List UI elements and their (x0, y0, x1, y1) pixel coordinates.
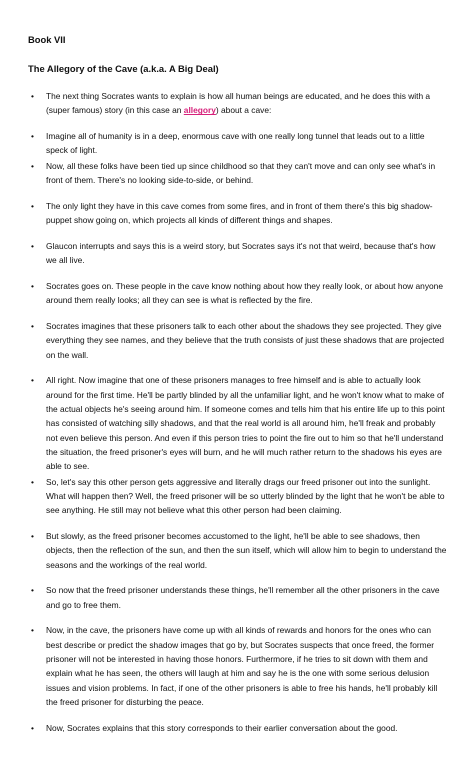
list-item (28, 373, 448, 473)
list-item (28, 319, 448, 362)
item-text: Socrates goes on. These people in the cave know nothing about how they really look, or about how anyone around them really looks; all they can see is what is reflected by the fire. (46, 280, 443, 306)
bullet-icon: • (31, 280, 34, 291)
list-item (28, 583, 448, 612)
bullet-icon: • (31, 530, 34, 541)
item-text: But slowly, as the freed prisoner becomes accustomed to the light, he'll be able to see shadows, then objects, then the reflection of the sun, and then the sun itself, which will allow him to begin to understand the seasons and the workings of the real world. (46, 530, 447, 570)
bullet-icon: • (31, 625, 34, 636)
list-item (28, 199, 448, 228)
list-item (28, 475, 448, 518)
item-text: Now, in the cave, the prisoners have come up with all kinds of rewards and honors for the ones who can best describe or predict the shadow images that go by, but Socrates suspects that once freed, the former prisoner will not be interested in having those honors. Furthermore, if he tries to sit down with them and explain what he has seen, the others will laugh at him and say he is the one with some serious delusion issues and vision problems. In fact, if one of the other prisoners is able to free his hands, he'll probably kill the freed prisoner for disturbing the peace. (46, 625, 438, 707)
list-item (28, 129, 448, 158)
section-title: The Allegory of the Cave (a.k.a. A Big Deal) (28, 63, 219, 74)
bullet-icon: • (31, 476, 34, 487)
list-item (28, 279, 448, 308)
item-text: The only light they have in this cave comes from some fires, and in front of them there's this big shadow-puppet show going on, which projects all kinds of different things and shapes. (46, 200, 433, 226)
bullet-icon: • (31, 375, 34, 386)
item-text: Now, all these folks have been tied up since childhood so that they can't move and can only see what's in front of them. There's no looking side-to-side, or behind. (46, 160, 436, 185)
item-text: Socrates imagines that these prisoners talk to each other about the shadows they see projected. They give everything they see names, and they believe that the truth consists of just these shadows that are projected on the wall. (46, 321, 445, 360)
item-text: So, let's say this other person gets aggressive and literally drags our freed prisoner out into the sunlight. What will happen then? Well, the freed prisoner will be so utterly blinded by the light that he won't be able to see anything. He still may not believe what this other person had been claiming. (46, 476, 445, 516)
item-text-after-link: ) about a cave: (215, 105, 272, 116)
bullet-icon: • (31, 160, 34, 171)
bullet-icon: • (31, 321, 34, 332)
list-item (28, 159, 448, 188)
bullet-icon: • (31, 722, 34, 733)
bullet-icon: • (31, 91, 34, 101)
item-text: Glaucon interrupts and says this is a weird story, but Socrates says it's not that weird, because that's how we all live. (46, 240, 436, 266)
bullet-icon: • (31, 585, 34, 596)
item-text: So now that the freed prisoner understands these things, he'll remember all the other prisoners in the cave and go to free them. (46, 585, 440, 610)
bullet-icon: • (31, 200, 34, 211)
item-text-before-link: The next thing Socrates wants to explain is how all human beings are educated, and he does this with a (super famous) story (in this case an (46, 91, 431, 116)
item-text: Now, Socrates explains that this story corresponds to their earlier conversation about the good. (46, 722, 398, 733)
list-item (28, 623, 448, 709)
book-title: Book VII (28, 34, 66, 45)
bullet-icon: • (31, 131, 34, 142)
allegory-link[interactable]: allegory (183, 105, 216, 116)
item-text: All right. Now imagine that one of these prisoners manages to free himself and is able to actually look around for the first time. He'll be partly blinded by all the unfamiliar light, and he won't know what to make of the actual objects he's seeing around him. If someone comes and tells him that his entire life up to this point has consisted of watching silly shadows, and that the real world is all around him, he'll freak and probably not even believe this person. And even if this person tries to point the fire out to him so that he'll understand the situation, the freed prisoner's eyes will burn, and he will much rather return to the shadows his eyes are able to see. (46, 375, 445, 472)
bullet-icon: • (31, 240, 34, 251)
item-text: Imagine all of humanity is in a deep, enormous cave with one really long tunnel that leads out to a little speck of light. (46, 131, 425, 156)
list-item (28, 89, 448, 118)
list-item (28, 529, 448, 572)
list-item (28, 721, 448, 735)
list-item (28, 239, 448, 268)
summary-list (28, 89, 448, 735)
